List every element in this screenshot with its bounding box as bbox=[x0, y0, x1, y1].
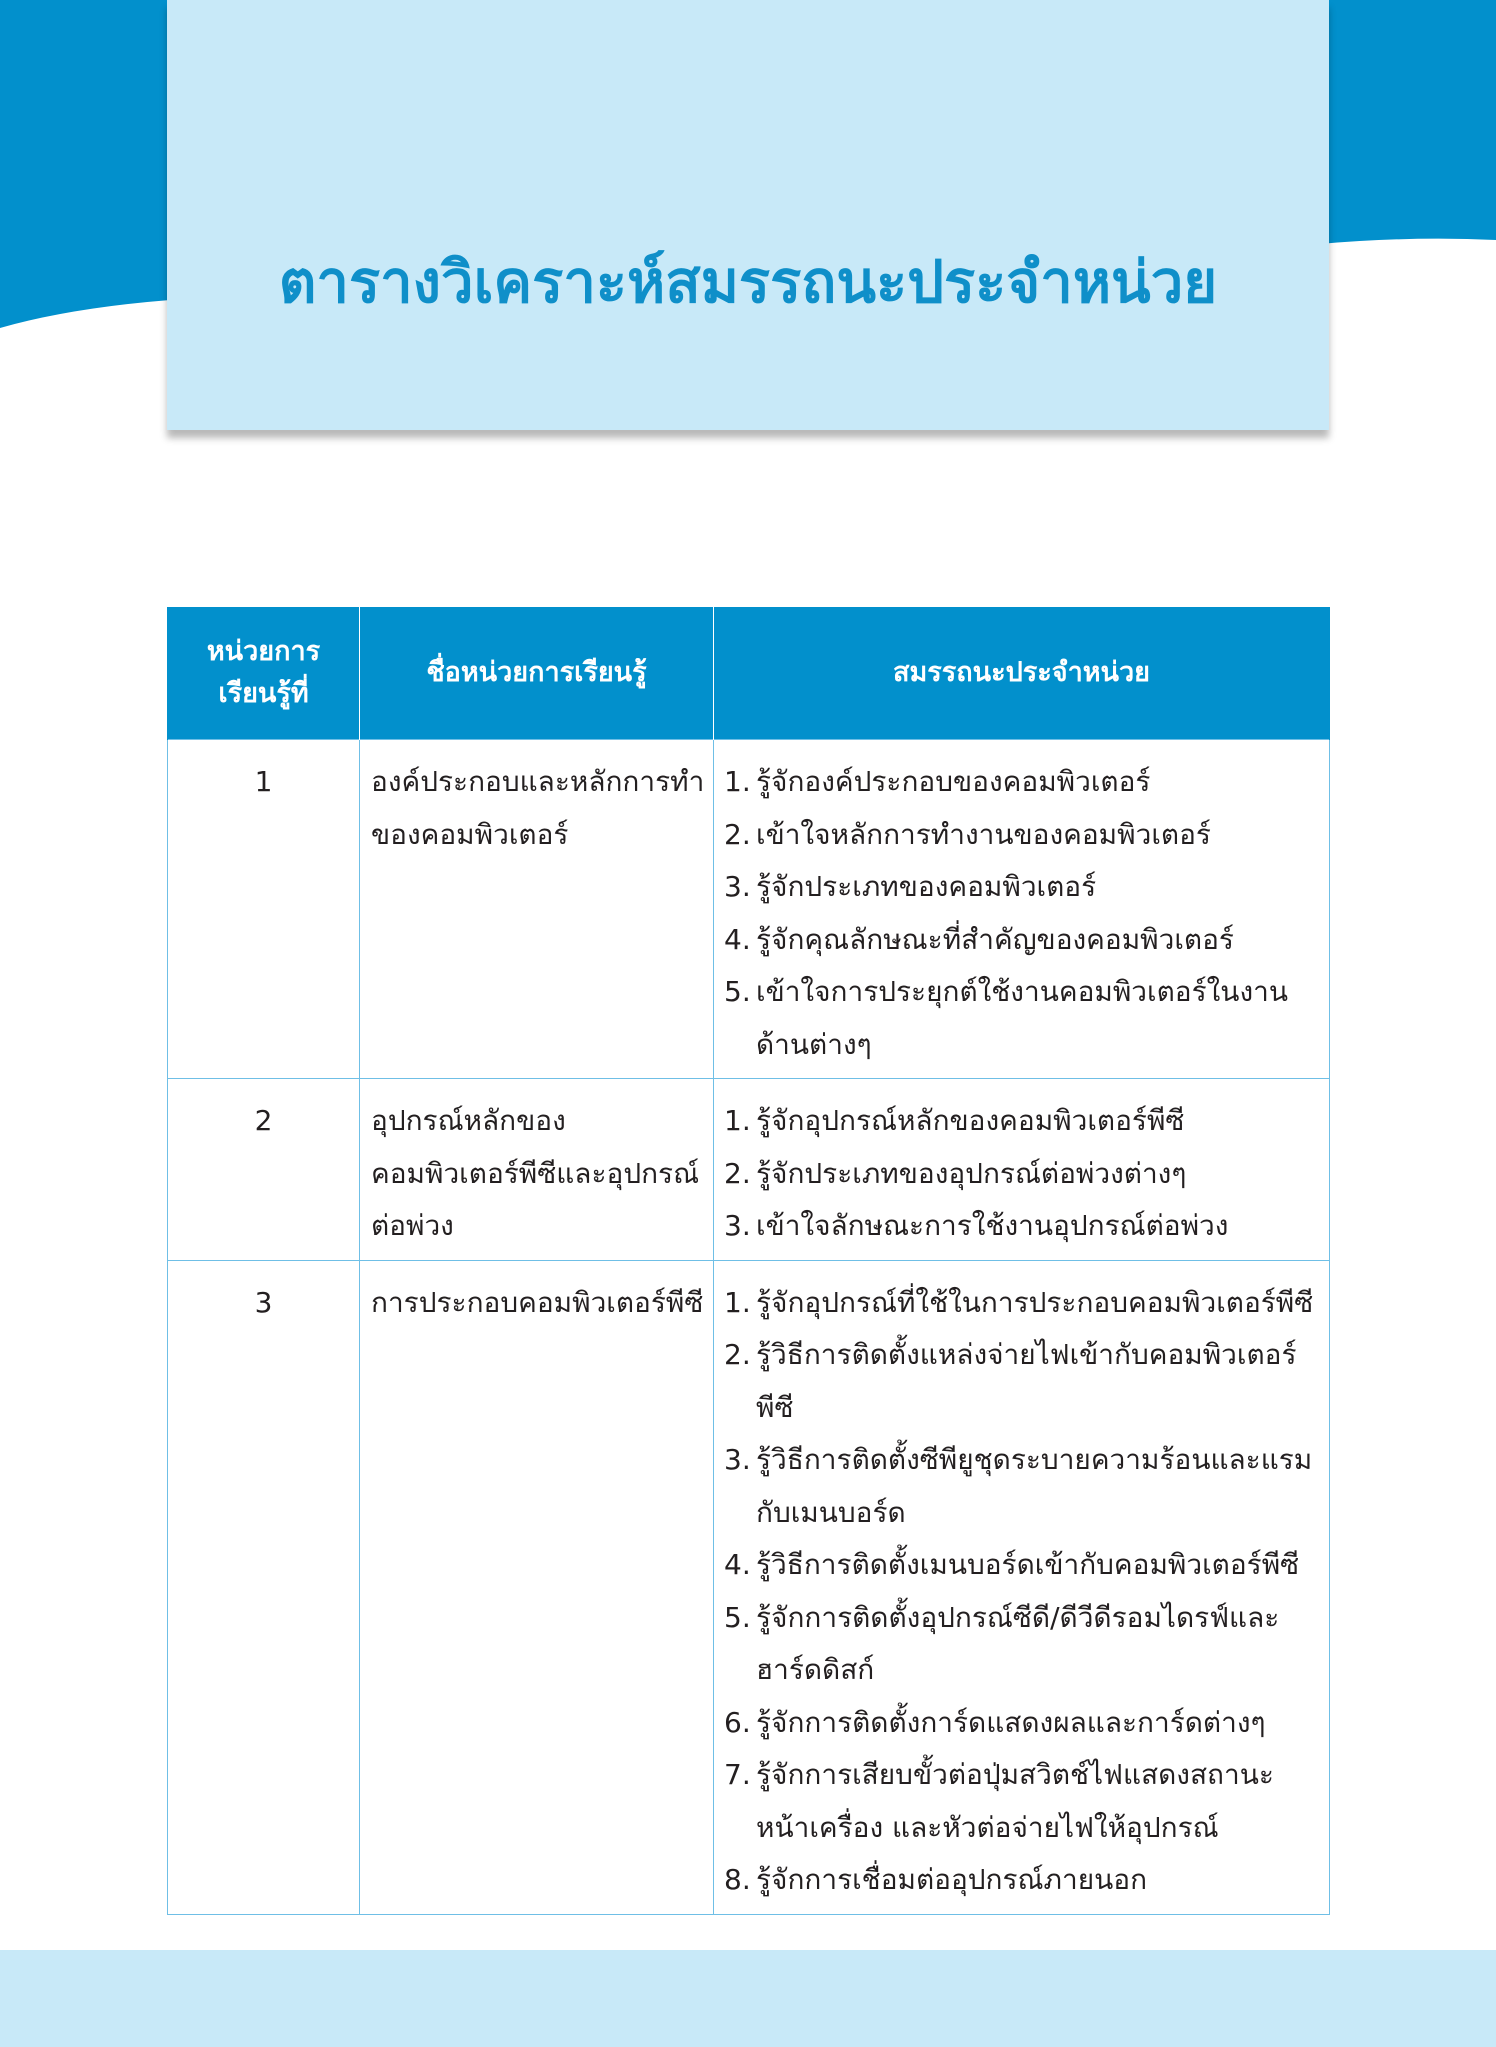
competency-table-container bbox=[167, 607, 1329, 1915]
list-item bbox=[724, 1592, 1321, 1697]
competency-list bbox=[724, 1095, 1321, 1253]
list-item-text: เข้าใจการประยุกต์ใช้งานคอมพิวเตอร์ในงานด้านต่างๆ bbox=[756, 975, 1288, 1061]
list-item-number: 3. bbox=[724, 1443, 751, 1476]
list-item-number: 1. bbox=[724, 1285, 751, 1319]
list-item bbox=[724, 1095, 1321, 1148]
list-item bbox=[724, 756, 1321, 809]
list-item bbox=[724, 1539, 1321, 1592]
unit-name: อุปกรณ์หลักของ คอมพิวเตอร์พีซีและอุปกรณ์ต่อพ่วง bbox=[371, 1104, 700, 1242]
unit-number: 2 bbox=[254, 1104, 273, 1137]
competency-table bbox=[167, 607, 1330, 1915]
right-wave-shape bbox=[1320, 0, 1496, 244]
list-item-text: รู้วิธีการติดตั้งแหล่งจ่ายไฟเข้ากับคอมพิวเตอร์พีซี bbox=[756, 1338, 1297, 1424]
list-item bbox=[724, 1148, 1321, 1201]
list-item bbox=[724, 1200, 1321, 1253]
table-header-row bbox=[168, 607, 1330, 740]
list-item-text: รู้จักอุปกรณ์หลักของคอมพิวเตอร์พีซี bbox=[756, 1104, 1185, 1137]
competency-cell bbox=[714, 1260, 1330, 1914]
list-item-text: รู้จักการติดตั้งการ์ดแสดงผลและการ์ดต่างๆ bbox=[756, 1705, 1266, 1739]
table-row bbox=[168, 1260, 1330, 1914]
unit-number: 1 bbox=[254, 765, 273, 798]
list-item bbox=[724, 1749, 1321, 1854]
header-competency bbox=[714, 607, 1330, 740]
list-item-number: 2. bbox=[724, 817, 751, 851]
page-title: ตารางวิเคราะห์สมรรถนะประจำหน่วย bbox=[278, 248, 1218, 316]
list-item-number: 5. bbox=[724, 1600, 751, 1634]
table-row bbox=[168, 740, 1330, 1079]
left-wave-shape bbox=[0, 0, 170, 328]
list-item-number: 7. bbox=[724, 1758, 751, 1791]
list-item-text: รู้จักประเภทของอุปกรณ์ต่อพ่วงต่างๆ bbox=[756, 1156, 1187, 1190]
list-item-text: รู้จักองค์ประกอบของคอมพิวเตอร์ bbox=[756, 765, 1151, 798]
list-item bbox=[724, 1854, 1321, 1907]
unit-name-cell bbox=[360, 740, 714, 1079]
title-box bbox=[167, 0, 1329, 430]
list-item-text: รู้จักประเภทของคอมพิวเตอร์ bbox=[756, 870, 1097, 903]
header-unit-number bbox=[168, 607, 360, 740]
header-unit-name-label: ชื่อหน่วยการเรียนรู้ bbox=[426, 657, 647, 689]
list-item-number: 3. bbox=[724, 870, 751, 903]
unit-name: องค์ประกอบและหลักการทำของคอมพิวเตอร์ bbox=[371, 765, 705, 851]
list-item-text: รู้วิธีการติดตั้งเมนบอร์ดเข้ากับคอมพิวเตอร์พีซี bbox=[756, 1548, 1300, 1581]
list-item bbox=[724, 966, 1321, 1071]
table-row bbox=[168, 1079, 1330, 1261]
list-item bbox=[724, 914, 1321, 967]
unit-number: 3 bbox=[254, 1285, 273, 1319]
unit-number-cell bbox=[168, 1260, 360, 1914]
list-item bbox=[724, 1329, 1321, 1434]
list-item-text: เข้าใจลักษณะการใช้งานอุปกรณ์ต่อพ่วง bbox=[756, 1209, 1229, 1242]
unit-number-cell bbox=[168, 740, 360, 1079]
list-item-number: 2. bbox=[724, 1338, 751, 1371]
footer-band bbox=[0, 1950, 1496, 2047]
list-item-text: รู้จักคุณลักษณะที่สำคัญของคอมพิวเตอร์ bbox=[756, 922, 1234, 956]
list-item-text: รู้จักการเสียบขั้วต่อปุ่มสวิตช์ไฟแสดงสถานะหน้าเครื่อง และหัวต่อจ่ายไฟให้อุปกรณ์ bbox=[756, 1758, 1274, 1844]
list-item-number: 6. bbox=[724, 1705, 751, 1739]
unit-name-cell bbox=[360, 1079, 714, 1261]
list-item-number: 5. bbox=[724, 975, 751, 1008]
list-item bbox=[724, 1697, 1321, 1750]
header-competency-label: สมรรถนะประจำหน่วย bbox=[893, 657, 1150, 689]
list-item-number: 4. bbox=[724, 1548, 751, 1581]
list-item-text: รู้จักการเชื่อมต่ออุปกรณ์ภายนอก bbox=[756, 1863, 1148, 1896]
list-item bbox=[724, 1277, 1321, 1330]
competency-cell bbox=[714, 740, 1330, 1079]
competency-list bbox=[724, 756, 1321, 1071]
unit-name: การประกอบคอมพิวเตอร์พีซี bbox=[371, 1285, 704, 1319]
list-item bbox=[724, 861, 1321, 914]
unit-name-cell bbox=[360, 1260, 714, 1914]
list-item-number: 3. bbox=[724, 1209, 751, 1242]
competency-list bbox=[724, 1277, 1321, 1907]
header-unit-number-label: หน่วยการ เรียนรู้ที่ bbox=[206, 636, 321, 709]
list-item-text: รู้จักการติดตั้งอุปกรณ์ซีดี/ดีวีดีรอมไดรฟ์และฮาร์ดดิสก์ bbox=[756, 1600, 1280, 1686]
unit-number-cell bbox=[168, 1079, 360, 1261]
list-item-number: 4. bbox=[724, 922, 751, 956]
list-item-text: เข้าใจหลักการทำงานของคอมพิวเตอร์ bbox=[756, 817, 1211, 851]
list-item-number: 1. bbox=[724, 1104, 751, 1137]
competency-cell bbox=[714, 1079, 1330, 1261]
header-unit-name bbox=[360, 607, 714, 740]
list-item bbox=[724, 809, 1321, 862]
list-item-number: 2. bbox=[724, 1156, 751, 1190]
list-item-number: 1. bbox=[724, 765, 751, 798]
list-item-text: รู้วิธีการติดตั้งซีพียูชุดระบายความร้อนและแรมกับเมนบอร์ด bbox=[756, 1443, 1313, 1529]
list-item bbox=[724, 1434, 1321, 1539]
list-item-number: 8. bbox=[724, 1863, 751, 1896]
list-item-text: รู้จักอุปกรณ์ที่ใช้ในการประกอบคอมพิวเตอร์พีซี bbox=[756, 1285, 1314, 1319]
